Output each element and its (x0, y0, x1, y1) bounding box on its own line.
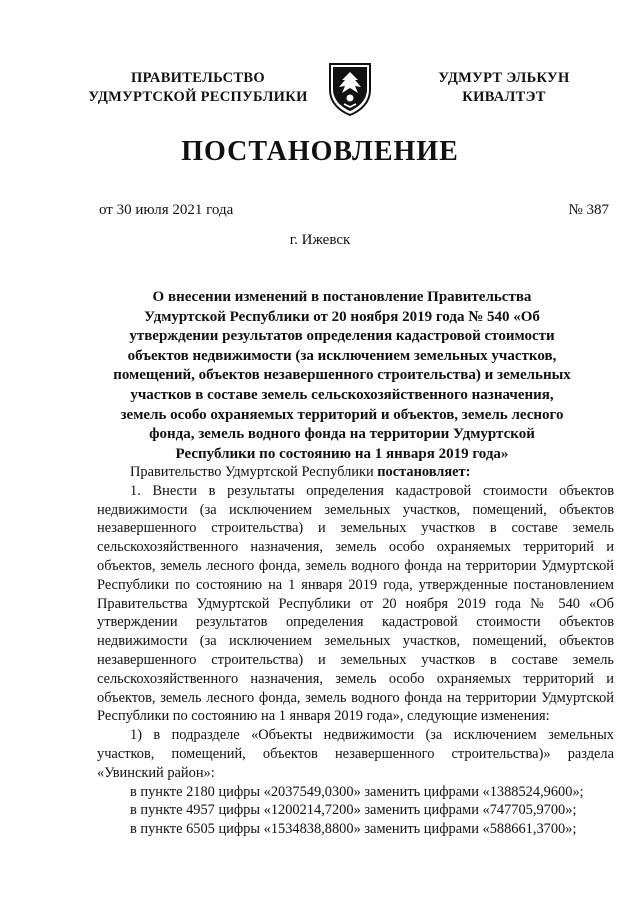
paragraph-2: 1) в подразделе «Объекты недвижимости (за исключением земельных участков, помещений, объектов незавершенного строительства)» раздела «Увинский район»: (97, 727, 614, 781)
paragraph-1: 1. Внести в результаты определения кадастровой стоимости объектов недвижимости (за исключением земельных участков, помещений, объектов незавершенного строительства) и земельных участков в составе земель сельскохозяйственного назначения, земель особо охраняемых территорий и объектов, земель лесного фонда, земель водного фонда на территории Удмуртской Республики по состоянию на 1 января 2019 года, утвержденные постановлением Правительства Удмуртской Республики от 20 ноября 2019 года № 540 «Об утверждении результатов определения кадастровой стоимости объектов недвижимости (за исключением земельных участков, помещений, объектов незавершенного строительства) и земельных участков в составе земель сельскохозяйственного назначения, земель особо охраняемых территорий и объектов, земель лесного фонда, земель водного фонда на территории Удмуртской Республики по состоянию на 1 января 2019 года», следующие изменения: (97, 482, 614, 725)
issuer-line-2: УДМУРТСКОЙ РЕСПУБЛИКИ (88, 89, 308, 105)
intro-paragraph (97, 463, 614, 482)
document-title: О внесении изменений в постановление Правительства Удмуртской Республики от 20 ноября 2019 года № 540 «Об утверждении результатов определения кадастровой стоимости объектов недвижимости (за исключением земельных участков, помещений, объектов незавершенного строительства) и земельных участков в составе земель сельскохозяйственного назначения, земель особо охраняемых территорий и объектов, земель лесного фонда, земель водного фонда на территории Удмуртской Республики по состоянию на 1 января 2019 года» (113, 289, 571, 462)
issuer-name-russian (82, 69, 314, 107)
amendment-item-1: в пункте 2180 цифры «2037549,0300» заменить цифрами «1388524,9600»; (130, 783, 584, 800)
document-number: № 387 (568, 202, 609, 218)
document-city: г. Ижевск (289, 232, 351, 248)
intro-decree-word: постановляет: (377, 464, 471, 480)
issuer-udmurt-line-1: УДМУРТ ЭЛЬКУН (438, 70, 570, 86)
document-type-heading: ПОСТАНОВЛЕНИЕ (181, 136, 459, 167)
issuer-name-udmurt (404, 69, 604, 107)
document-date: от 30 июля 2021 года (99, 202, 234, 218)
amendment-item-2: в пункте 4957 цифры «1200214,7200» заменить цифрами «747705,9700»; (130, 802, 577, 819)
document-body (97, 463, 614, 839)
coat-of-arms-emblem (327, 60, 373, 116)
intro-text: Правительство Удмуртской Республики (130, 464, 378, 480)
amendment-item-3: в пункте 6505 цифры «1534838,8800» заменить цифрами «588661,3700»; (130, 821, 577, 838)
issuer-line-1: ПРАВИТЕЛЬСТВО (131, 70, 265, 86)
issuer-udmurt-line-2: КИВАЛТЭТ (462, 89, 546, 105)
